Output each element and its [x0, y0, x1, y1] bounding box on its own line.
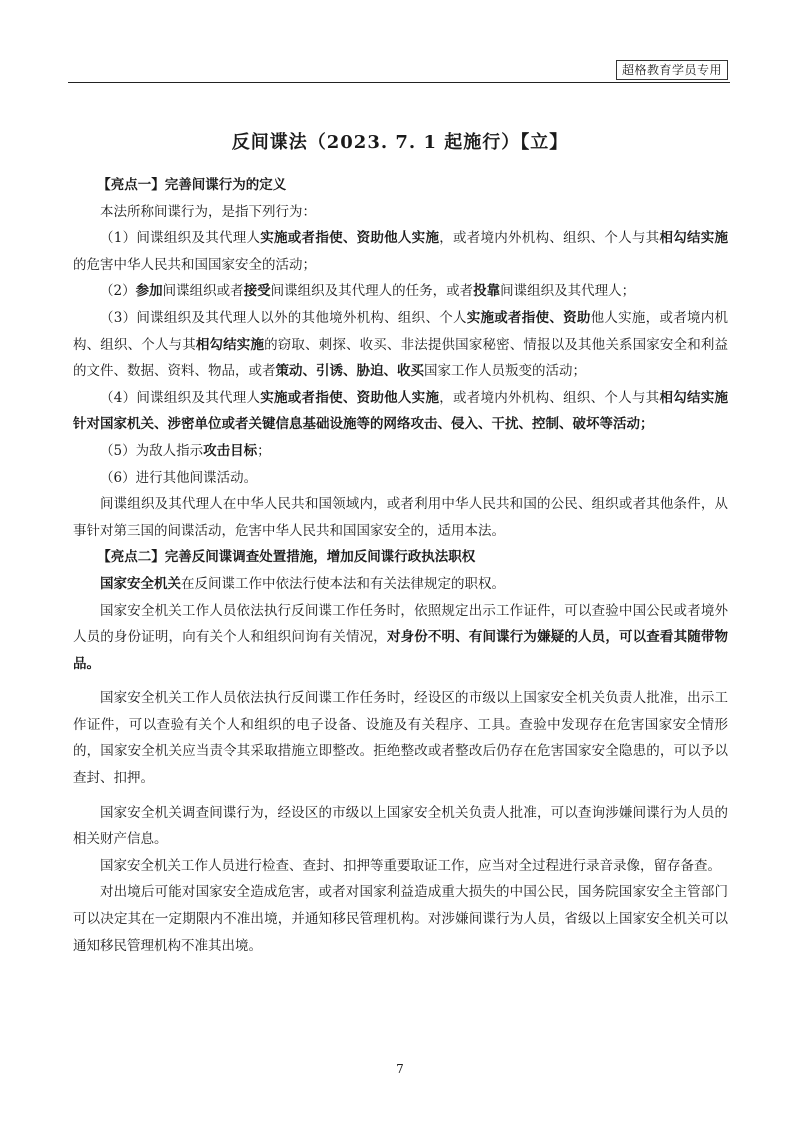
paragraph-recording: 国家安全机关工作人员进行检查、查封、扣押等重要取证工作，应当对全过程进行录音录像，留存备查。: [100, 857, 721, 874]
item-2-bold-b: 参加: [135, 283, 163, 300]
item-5: [73, 438, 728, 465]
item-4-text-c: ，或者境内外机构、组织、个人与其: [439, 389, 660, 406]
header-tag: 超格教育学员专用: [616, 60, 728, 80]
paragraph-authority: [73, 571, 728, 598]
item-5-text-a: （5）为敌人指示: [100, 442, 204, 459]
item-3-text-a: （3）间谍组织及其代理人以外的其他境外机构、组织、个人: [100, 309, 467, 326]
identity-check-bold: 对身份不明、有间谍行为嫌疑的人员，可以查看其随带物品。: [73, 629, 729, 672]
item-2-text-c: 间谍组织或者: [162, 283, 244, 300]
paragraph-intro: 本法所称间谍行为，是指下列行为：: [100, 203, 316, 220]
item-2-bold-f: 投靠: [473, 283, 501, 300]
authority-text: 在反间谍工作中依法行使本法和有关法律规定的职权。: [181, 575, 505, 592]
item-5-text-c: ；: [257, 442, 271, 459]
item-1-text-e: 的危害中华人民共和国国家安全的活动；: [73, 256, 316, 273]
highlight-two-heading: 【亮点二】完善反间谍调查处置措施，增加反间谍行政执法职权: [97, 549, 476, 566]
paragraph-exit-ban: 对出境后可能对国家安全造成危害，或者对国家利益造成重大损失的中国公民，国务院国家安全主管部门可以决定其在一定期限内不准出境，并通知移民管理机构。对涉嫌间谍行为人员，省级以上国家安全机关可以通知移民管理机构不准其出境。: [73, 884, 728, 954]
paragraph-scope: 间谍组织及其代理人在中华人民共和国领域内，或者利用中华人民共和国的公民、组织或者其他条件，从事针对第三国的间谍活动，危害中华人民共和国国家安全的，适用本法。: [73, 496, 728, 539]
item-1-text-a: （1）间谍组织及其代理人: [100, 230, 261, 247]
authority-bold: 国家安全机关: [100, 575, 181, 592]
item-3-bold-d: 相勾结实施: [195, 336, 265, 353]
item-2-bold-d: 接受: [243, 283, 271, 300]
item-1-bold-b: 实施或者指使、资助他人实施: [260, 230, 440, 247]
page-number: 7: [396, 1062, 404, 1076]
document-body: [73, 172, 728, 959]
item-3-text-c: 他人实施，或者境内机构、组织、个人与其: [73, 309, 729, 353]
paragraph-property-query: 国家安全机关调查间谍行为，经设区的市级以上国家安全机关负责人批准，可以查询涉嫌间谍行为人员的相关财产信息。: [73, 804, 728, 848]
item-4-bold-d: 相勾结实施针对国家机关、涉密单位或者关键信息基础设施等的网络攻击、侵入、干扰、控制、破坏等活动；: [73, 389, 729, 433]
item-5-bold-b: 攻击目标: [203, 442, 258, 459]
item-6: （6）进行其他间谍活动。: [100, 469, 258, 486]
item-3: [73, 305, 728, 385]
item-3-text-e: 的窃取、刺探、收买、非法提供国家秘密、情报以及其他关系国家安全和利益的文件、数据、资料、物品，或者: [73, 336, 729, 380]
item-2-text-a: （2）: [100, 283, 136, 300]
highlight-one-heading: 【亮点一】完善间谍行为的定义: [97, 177, 287, 193]
spacer: [73, 792, 728, 800]
item-1-text-c: ，或者境内外机构、组织、个人与其: [439, 230, 660, 247]
item-1: [73, 225, 728, 278]
document-title: 反间谍法（2023. 7. 1 起施行）【立】: [231, 132, 569, 153]
paragraph-identity-check: [73, 598, 728, 678]
item-2-text-g: 间谍组织及其代理人；: [500, 283, 636, 300]
item-4: [73, 385, 728, 438]
item-4-text-a: （4）间谍组织及其代理人: [100, 389, 261, 406]
item-1-bold-d: 相勾结实施: [659, 230, 729, 247]
item-2: [73, 278, 728, 305]
header-rule: [68, 82, 730, 83]
paragraph-device-inspection: 国家安全机关工作人员依法执行反间谍工作任务时，经设区的市级以上国家安全机关负责人批准，出示工作证件，可以查验有关个人和组织的电子设备、设施及有关程序、工具。查验中发现存在危害国家安全情形的，国家安全机关应当责令其采取措施立即整改。拒绝整改或者整改后仍存在危害国家安全隐患的，可以予以查封、扣押。: [73, 690, 728, 787]
item-3-bold-b: 实施或者指使、资助: [466, 309, 591, 326]
item-2-text-e: 间谍组织及其代理人的任务，或者: [270, 283, 474, 300]
item-4-bold-b: 实施或者指使、资助他人实施: [260, 389, 440, 406]
identity-check-text: 国家安全机关工作人员依法执行反间谍工作任务时，依照规定出示工作证件，可以查验中国公民或者境外人员的身份证明，向有关个人和组织问询有关情况，: [73, 602, 728, 646]
spacer: [73, 677, 728, 685]
item-3-bold-f: 策动、引诱、胁迫、收买: [275, 363, 424, 380]
item-3-text-g: 国家工作人员叛变的活动；: [424, 363, 586, 380]
